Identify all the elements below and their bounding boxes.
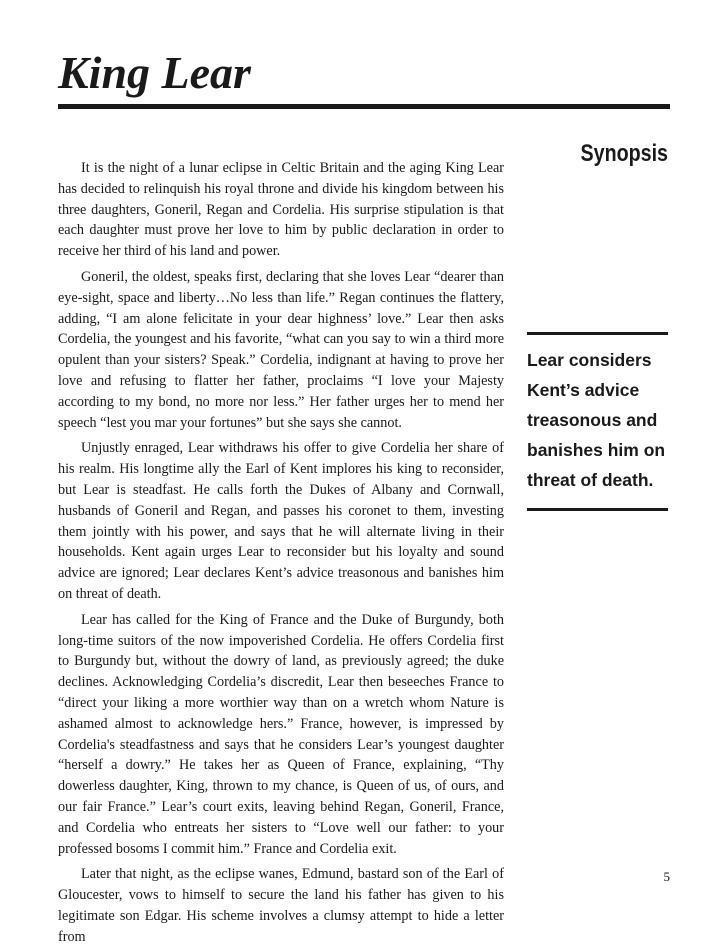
pull-quote-line: Lear considers xyxy=(527,350,652,370)
paragraph: Goneril, the oldest, speaks first, declaring that she loves Lear “dearer than eye-sight, space and liberty…No less than life.” Regan continues the flattery, adding, “I am alone felicitate in your dear highness’ love.” Lear then asks Cordelia, the youngest and his favorite, “what can you say to win a third more opulent than your sisters? Speak.” Cordelia, indignant at having to prove her love and refusing to flatter her father, proclaims “I love your Majesty according to my bond, no more nor less.” Her father urges her to mend her speech “lest you mar your fortunes” but she says she cannot. xyxy=(58,268,504,431)
section-heading: Synopsis xyxy=(580,140,668,167)
pull-quote-text xyxy=(527,345,668,495)
paragraph: It is the night of a lunar eclipse in Celtic Britain and the aging King Lear has decided to relinquish his royal throne and divide his kingdom between his three daughters, Goneril, Regan and Cordelia. His surprise stipulation is that each daughter must prove her love to him by public declaration in order to receive her third of his land and power. xyxy=(58,160,504,260)
pull-quote-line: banishes him on xyxy=(527,440,666,460)
pull-quote-bottom-rule xyxy=(527,508,668,511)
paragraph: Later that night, as the eclipse wanes, Edmund, bastard son of the Earl of Gloucester, vows to himself to secure the land his father has given to his legitimate son Edgar. His scheme involves a clumsy attempt to hide a letter from xyxy=(58,866,504,945)
pull-quote-line: threat of death. xyxy=(527,470,654,490)
page-title: King Lear xyxy=(58,47,251,98)
pull-quote-line: Kent’s advice xyxy=(527,380,640,400)
paragraph: Unjustly enraged, Lear withdraws his offer to give Cordelia her share of his realm. His longtime ally the Earl of Kent implores his king to reconsider, but Lear is steadfast. He calls forth the Dukes of Albany and Cornwall, husbands of Goneril and Regan, and passes his coronet to them, investing them jointly with his power, and says that he will alternate living in their households. Kent again urges Lear to reconsider but his loyalty and sound advice are ignored; Lear declares Kent’s advice treasonous and banishes him on threat of death. xyxy=(58,440,504,602)
title-rule xyxy=(58,104,670,109)
pull-quote xyxy=(527,332,668,511)
pull-quote-line: treasonous and xyxy=(527,410,658,430)
pull-quote-top-rule xyxy=(527,332,668,335)
body-text xyxy=(58,158,504,952)
paragraph: Lear has called for the King of France and the Duke of Burgundy, both long-time suitors of the now impoverished Cordelia. He offers Cordelia first to Burgundy but, without the dowry of land, as previously agreed; the duke declines. Acknowledging Cordelia’s discredit, Lear then beseeches France to “direct your liking a more worthier way than on a wretch whom Nature is ashamed almost to acknowledge hers.” France, however, is impressed by Cordelia's steadfastness and says that he considers Lear’s youngest daughter “herself a dowry.” He takes her as Queen of France, explaining, “Thy dowerless daughter, King, thrown to my chance, is Queen of us, of ours, and our fair France.” Lear’s court exits, leaving behind Regan, Goneril, France, and Cordelia who entreats her sisters to “Love well our father: to your professed bosoms I commit him.” France and Cordelia exit. xyxy=(58,611,504,857)
page-number: 5 xyxy=(663,869,670,884)
